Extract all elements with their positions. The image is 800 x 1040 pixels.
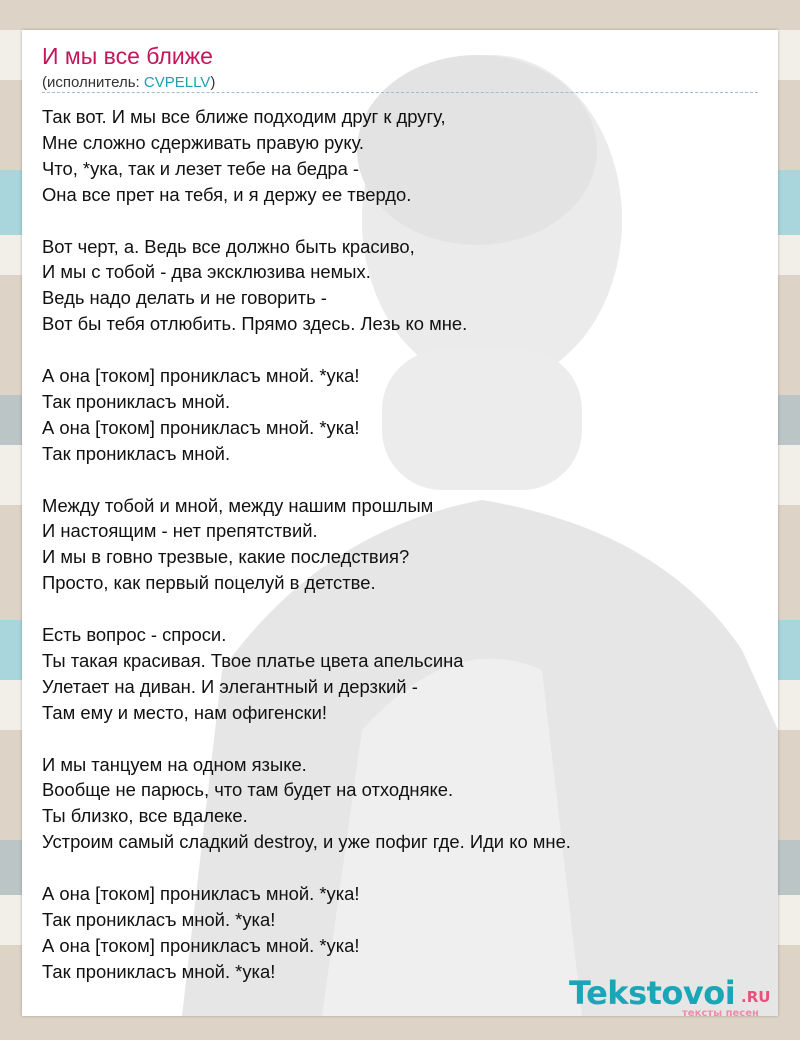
logo-main-text: Tekstovoi — [569, 974, 736, 1012]
lyrics-line: Ты такая красивая. Твое платье цвета апельсина — [42, 649, 464, 671]
performer-link[interactable]: CVPELLV — [143, 74, 211, 91]
lyrics-line: И мы танцуем на одном языке. — [42, 753, 307, 775]
lyrics-line: Так вот. И мы все ближе подходим друг к другу, — [42, 106, 446, 127]
lyrics-line: Вот черт, а. Ведь все должно быть красиво, — [42, 235, 415, 257]
performer-line — [42, 74, 215, 91]
lyrics-stanza — [42, 234, 762, 338]
lyrics-line: Что, *ука, так и лезет тебе на бедра - — [42, 157, 360, 179]
lyrics-card — [22, 30, 778, 1016]
lyrics-line: Вот бы тебя отлюбить. Прямо здесь. Лезь ко мне. — [42, 313, 468, 335]
lyrics-stanza — [42, 104, 762, 208]
lyrics-line: И настоящим - нет препятствий. — [42, 520, 318, 542]
performer-suffix: ) — [210, 74, 216, 91]
logo-tld-text: .RU — [741, 988, 771, 1006]
lyrics-stanza — [42, 493, 762, 597]
lyrics-line: А она [током] проникласъ мной. *ука! — [42, 416, 360, 438]
lyrics-line: Есть вопрос - спроси. — [42, 624, 227, 646]
lyrics-line: Мне сложно сдерживать правую руку. — [42, 131, 365, 153]
logo-subtitle: тексты песен — [682, 1008, 759, 1016]
tekstovoi-logo[interactable] — [569, 974, 778, 1016]
lyrics-line: Улетает на диван. И элегантный и дерзкий - — [42, 675, 418, 697]
lyrics-stanza — [42, 881, 762, 985]
lyrics-stanza — [42, 363, 762, 467]
lyrics-line: Она все прет на тебя, и я держу ее твердо. — [42, 183, 412, 205]
lyrics-line: И мы в говно трезвые, какие последствия? — [42, 546, 410, 568]
lyrics-line: Вообще не парюсь, что там будет на отходняке. — [42, 779, 454, 801]
lyrics-stanza — [42, 752, 762, 856]
lyrics-line: Так проникласъ мной. — [42, 442, 231, 464]
title-divider — [42, 92, 758, 93]
lyrics-line: А она [током] проникласъ мной. *ука! — [42, 883, 360, 905]
lyrics-line: Там ему и место, нам офигенски! — [42, 701, 327, 723]
lyrics-line: А она [током] проникласъ мной. *ука! — [42, 365, 360, 387]
performer-prefix: (исполнитель: — [42, 74, 144, 91]
lyrics-line: Ведь надо делать и не говорить - — [42, 287, 327, 309]
lyrics-line: Просто, как первый поцелуй в детстве. — [42, 572, 376, 594]
lyrics-line: И мы с тобой - два эксклюзива немых. — [42, 261, 371, 283]
lyrics-line: Ты близко, все вдалеке. — [42, 805, 248, 827]
lyrics-line: А она [током] проникласъ мной. *ука! — [42, 934, 360, 956]
lyrics-line: Устроим самый сладкий destroy, и уже пофиг где. Иди ко мне. — [42, 831, 571, 853]
lyrics-line: Так проникласъ мной. *ука! — [42, 960, 276, 982]
lyrics-stanza — [42, 622, 762, 726]
lyrics-text — [42, 104, 762, 1011]
lyrics-line: Между тобой и мной, между нашим прошлым — [42, 494, 434, 516]
song-title: И мы все ближе — [42, 43, 213, 69]
lyrics-line: Так проникласъ мной. — [42, 390, 231, 412]
lyrics-line: Так проникласъ мной. *ука! — [42, 909, 276, 930]
